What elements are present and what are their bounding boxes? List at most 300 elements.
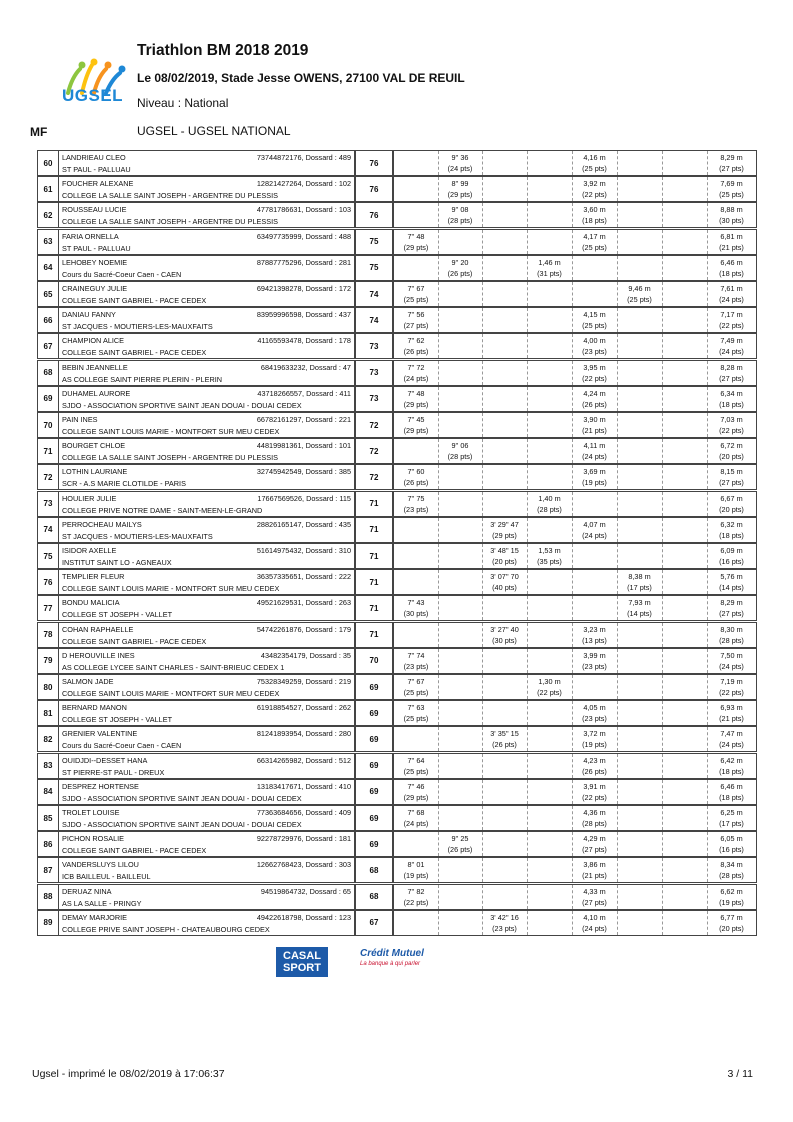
athlete-cell xyxy=(58,622,355,648)
rank-cell: 74 xyxy=(37,517,59,543)
event-mark: 6,93 m xyxy=(720,703,743,713)
event-mark: 7,69 m xyxy=(720,179,743,189)
event-result xyxy=(527,806,573,830)
table-row xyxy=(37,910,757,936)
rank-cell: 75 xyxy=(37,543,59,569)
athlete-name: DUHAMEL AURORE xyxy=(62,388,131,398)
event-result xyxy=(707,308,756,332)
athlete-name: DANIAU FANNY xyxy=(62,310,116,320)
event-result xyxy=(527,858,573,882)
event-points: (30 pts) xyxy=(492,635,517,645)
event-points: (29 pts) xyxy=(492,530,517,540)
table-row xyxy=(37,569,757,595)
table-row xyxy=(37,595,757,621)
event-points: (30 pts) xyxy=(403,609,429,619)
event-mark: 4,05 m xyxy=(583,703,606,713)
athlete-name: BOURGET CHLOE xyxy=(62,441,126,451)
event-result xyxy=(572,780,618,804)
athlete-cell xyxy=(58,333,355,359)
event-mark: 6,62 m xyxy=(720,886,743,896)
event-points: (26 pts) xyxy=(447,845,473,855)
event-points: (27 pts) xyxy=(719,478,744,488)
event-result xyxy=(527,675,573,699)
event-points: (22 pts) xyxy=(537,688,562,697)
event-points: (24 pts) xyxy=(719,295,744,304)
event-mark: 7'' 48 xyxy=(407,231,425,241)
total-points: 69 xyxy=(355,831,393,857)
event-result xyxy=(438,701,483,725)
event-result xyxy=(707,701,756,725)
event-mark: 7'' 48 xyxy=(407,388,425,398)
athlete-school: SCR - A.S MARIE CLOTILDE - PARIS xyxy=(62,479,186,489)
performances-cell xyxy=(393,674,757,700)
event-points: (28 pts) xyxy=(719,635,744,645)
event-mark: 9'' 20 xyxy=(451,257,469,267)
event-mark: 6,77 m xyxy=(720,912,743,922)
table-row xyxy=(37,831,757,857)
event-result xyxy=(662,361,708,385)
event-result xyxy=(662,806,708,830)
rank-cell: 73 xyxy=(37,491,59,517)
event-points: (18 pts) xyxy=(719,399,744,409)
athlete-cell xyxy=(58,386,355,412)
credit-mutuel-tagline: La banque à qui parler xyxy=(360,961,421,967)
event-mark: 8'' 99 xyxy=(451,179,469,189)
table-row xyxy=(37,491,757,517)
event-points: (23 pts) xyxy=(582,347,607,357)
rank-cell: 86 xyxy=(37,831,59,857)
event-mark: 7,50 m xyxy=(720,650,743,660)
event-result xyxy=(617,570,663,594)
athlete-cell xyxy=(58,229,355,255)
event-mark: 8'' 01 xyxy=(407,860,425,870)
event-mark: 9,46 m xyxy=(628,284,651,293)
table-row xyxy=(37,857,757,883)
performances-cell xyxy=(393,753,757,779)
athlete-license-dossard: 47781786631, Dossard : 103 xyxy=(256,205,351,215)
performances-cell xyxy=(393,884,757,910)
athlete-license-dossard: 81241893954, Dossard : 280 xyxy=(256,729,351,739)
event-result xyxy=(572,596,618,620)
event-result xyxy=(662,203,708,227)
event-points: (24 pts) xyxy=(582,530,607,540)
event-result xyxy=(482,177,528,201)
event-result xyxy=(617,675,663,699)
performances-cell xyxy=(393,360,757,386)
athlete-cell xyxy=(58,910,355,936)
rank-cell: 84 xyxy=(37,779,59,805)
event-result xyxy=(482,203,528,227)
event-result xyxy=(482,230,528,254)
athlete-license-dossard: 66782161297, Dossard : 221 xyxy=(256,415,351,424)
event-result xyxy=(527,203,573,227)
event-result xyxy=(572,806,618,830)
event-result xyxy=(482,623,528,647)
event-result xyxy=(617,151,663,175)
event-points: (24 pts) xyxy=(719,740,744,750)
event-result xyxy=(707,806,756,830)
event-mark: 1,53 m xyxy=(538,546,561,555)
rank-cell: 77 xyxy=(37,595,59,621)
event-points: (25 pts) xyxy=(582,321,607,331)
event-mark: 8,29 m xyxy=(720,153,743,162)
event-points: (22 pts) xyxy=(582,792,607,802)
event-result xyxy=(572,334,618,358)
athlete-school: COLLEGE SAINT LOUIS MARIE - MONTFORT SUR MEU CEDEX xyxy=(62,689,280,698)
event-mark: 7'' 67 xyxy=(407,677,425,686)
event-result xyxy=(617,911,663,935)
athlete-school: ST JACQUES - MOUTIERS-LES-MAUXFAITS xyxy=(62,322,213,332)
event-result xyxy=(482,727,528,751)
athlete-school: COLLEGE SAINT LOUIS MARIE - MONTFORT SUR MEU CEDEX xyxy=(62,427,280,436)
event-result xyxy=(394,596,439,620)
event-result xyxy=(438,885,483,909)
performances-cell xyxy=(393,543,757,569)
event-result xyxy=(394,727,439,751)
athlete-name: GRENIER VALENTINE xyxy=(62,729,138,739)
event-result xyxy=(394,885,439,909)
event-points: (27 pts) xyxy=(719,609,744,619)
event-mark: 4,17 m xyxy=(583,231,606,241)
event-result xyxy=(662,570,708,594)
event-points: (18 pts) xyxy=(582,216,607,226)
event-mark: 7'' 74 xyxy=(407,650,425,660)
event-result xyxy=(617,754,663,778)
table-row xyxy=(37,333,757,359)
total-points: 75 xyxy=(355,255,393,281)
casal-logo-line1: CASAL xyxy=(283,950,321,962)
event-points: (24 pts) xyxy=(582,452,607,462)
event-result xyxy=(482,832,528,856)
event-points: (22 pts) xyxy=(719,688,744,697)
event-points: (22 pts) xyxy=(582,190,607,200)
event-result xyxy=(662,230,708,254)
event-result xyxy=(617,334,663,358)
event-result xyxy=(662,439,708,463)
event-result xyxy=(572,413,618,437)
event-result xyxy=(527,885,573,909)
event-points: (24 pts) xyxy=(403,373,429,383)
event-mark: 7,03 m xyxy=(720,415,743,424)
event-mark: 3,86 m xyxy=(583,860,606,870)
total-points: 76 xyxy=(355,176,393,202)
athlete-school: COLLEGE PRIVE NOTRE DAME - SAINT-MEEN-LE-GRAND xyxy=(62,505,263,515)
athlete-name: DEMAY MARJORIE xyxy=(62,912,128,922)
event-result xyxy=(662,858,708,882)
event-mark: 1,40 m xyxy=(538,493,561,503)
event-result xyxy=(617,701,663,725)
event-result xyxy=(662,518,708,542)
event-result xyxy=(662,177,708,201)
event-mark: 6,46 m xyxy=(720,781,743,791)
event-points: (18 pts) xyxy=(719,268,744,278)
event-result xyxy=(482,334,528,358)
event-result xyxy=(662,780,708,804)
event-mark: 7'' 64 xyxy=(407,755,425,765)
event-points: (19 pts) xyxy=(719,897,744,907)
event-result xyxy=(707,518,756,542)
event-mark: 7,61 m xyxy=(720,284,743,293)
total-points: 67 xyxy=(355,910,393,936)
athlete-cell xyxy=(58,753,355,779)
event-result xyxy=(707,492,756,516)
total-points: 73 xyxy=(355,333,393,359)
event-mark: 3,72 m xyxy=(583,729,606,739)
event-points: (24 pts) xyxy=(403,819,429,828)
event-result xyxy=(707,439,756,463)
event-result xyxy=(662,544,708,568)
total-points: 69 xyxy=(355,726,393,752)
event-result xyxy=(394,282,439,306)
event-points: (22 pts) xyxy=(719,321,744,331)
rank-cell: 68 xyxy=(37,360,59,386)
event-result xyxy=(482,885,528,909)
performances-cell xyxy=(393,333,757,359)
event-result xyxy=(572,439,618,463)
event-result xyxy=(617,413,663,437)
athlete-school: COLLEGE PRIVE SAINT JOSEPH - CHATEAUBOURG CEDEX xyxy=(62,924,270,934)
event-result xyxy=(438,439,483,463)
event-points: (23 pts) xyxy=(403,661,429,671)
event-mark: 7,49 m xyxy=(720,336,743,346)
event-result xyxy=(438,806,483,830)
total-points: 70 xyxy=(355,648,393,674)
event-mark: 7'' 82 xyxy=(407,886,425,896)
event-result xyxy=(482,256,528,280)
event-mark: 3' 07'' 70 xyxy=(490,572,519,582)
athlete-license-dossard: 66314265982, Dossard : 512 xyxy=(256,755,351,765)
event-points: (19 pts) xyxy=(582,740,607,750)
event-mark: 1,46 m xyxy=(538,257,561,267)
total-points: 74 xyxy=(355,281,393,307)
athlete-cell xyxy=(58,464,355,490)
rank-cell: 81 xyxy=(37,700,59,726)
event-result xyxy=(527,518,573,542)
athlete-license-dossard: 92278729976, Dossard : 181 xyxy=(256,834,351,844)
event-result xyxy=(617,492,663,516)
event-points: (29 pts) xyxy=(403,399,429,409)
event-result xyxy=(707,885,756,909)
performances-cell xyxy=(393,595,757,621)
rank-cell: 61 xyxy=(37,176,59,202)
event-mark: 7'' 63 xyxy=(407,703,425,713)
event-result xyxy=(662,151,708,175)
athlete-school: AS COLLEGE SAINT PIERRE PLERIN - PLERIN xyxy=(62,374,223,384)
table-row xyxy=(37,281,757,307)
event-points: (26 pts) xyxy=(447,268,473,278)
ugsel-logo-text: UGSEL xyxy=(62,86,124,105)
event-points: (17 pts) xyxy=(719,819,744,828)
event-result xyxy=(662,649,708,673)
athlete-school: COLLEGE LA SALLE SAINT JOSEPH - ARGENTRE DU PLESSIS xyxy=(62,191,279,201)
athlete-name: FARIA ORNELLA xyxy=(62,231,119,241)
event-result xyxy=(438,413,483,437)
event-result xyxy=(527,151,573,175)
event-result xyxy=(482,570,528,594)
event-result xyxy=(572,230,618,254)
event-mark: 7'' 75 xyxy=(407,493,425,503)
event-result xyxy=(482,387,528,411)
event-result xyxy=(438,334,483,358)
athlete-cell xyxy=(58,543,355,569)
event-result xyxy=(438,492,483,516)
rank-cell: 63 xyxy=(37,229,59,255)
event-points: (29 pts) xyxy=(403,426,429,435)
event-mark: 8,15 m xyxy=(720,467,743,477)
event-points: (14 pts) xyxy=(627,609,652,619)
event-mark: 9'' 25 xyxy=(451,834,469,844)
event-result xyxy=(572,623,618,647)
event-points: (19 pts) xyxy=(403,871,429,881)
event-result xyxy=(394,308,439,332)
table-row xyxy=(37,412,757,438)
credit-mutuel-name: Crédit Mutuel xyxy=(360,948,424,959)
athlete-cell xyxy=(58,150,355,176)
athlete-cell xyxy=(58,726,355,752)
event-result xyxy=(438,177,483,201)
event-result xyxy=(572,675,618,699)
athlete-cell xyxy=(58,595,355,621)
event-result xyxy=(572,308,618,332)
table-row xyxy=(37,307,757,333)
total-points: 68 xyxy=(355,884,393,910)
event-mark: 4,23 m xyxy=(583,755,606,765)
total-points: 71 xyxy=(355,543,393,569)
event-result xyxy=(527,256,573,280)
rank-cell: 85 xyxy=(37,805,59,831)
event-result xyxy=(617,177,663,201)
event-result xyxy=(394,518,439,542)
event-result xyxy=(617,518,663,542)
event-result xyxy=(438,754,483,778)
event-mark: 7'' 56 xyxy=(407,310,425,320)
event-result xyxy=(482,151,528,175)
event-result xyxy=(482,596,528,620)
event-result xyxy=(438,649,483,673)
event-result xyxy=(527,177,573,201)
event-result xyxy=(482,649,528,673)
event-result xyxy=(438,518,483,542)
athlete-school: Cours du Sacré-Coeur Caen - CAEN xyxy=(62,269,182,279)
event-result xyxy=(438,387,483,411)
event-points: (26 pts) xyxy=(582,766,607,776)
event-points: (22 pts) xyxy=(582,373,607,383)
event-result xyxy=(394,675,439,699)
athlete-license-dossard: 68419633232, Dossard : 47 xyxy=(260,362,351,372)
category-label: MF xyxy=(30,125,48,139)
athlete-license-dossard: 12821427264, Dossard : 102 xyxy=(256,179,351,189)
athlete-cell xyxy=(58,805,355,831)
table-row xyxy=(37,753,757,779)
event-result xyxy=(394,649,439,673)
event-result xyxy=(482,675,528,699)
athlete-name: DESPREZ HORTENSE xyxy=(62,781,139,791)
event-points: (23 pts) xyxy=(582,661,607,671)
event-result xyxy=(438,465,483,489)
athlete-name: BEBIN JEANNELLE xyxy=(62,362,128,372)
event-points: (26 pts) xyxy=(582,399,607,409)
event-points: (25 pts) xyxy=(403,295,429,304)
event-result xyxy=(438,570,483,594)
table-row xyxy=(37,700,757,726)
event-result xyxy=(617,361,663,385)
event-result xyxy=(394,387,439,411)
event-result xyxy=(707,596,756,620)
event-mark: 6,46 m xyxy=(720,257,743,267)
athlete-cell xyxy=(58,569,355,595)
event-result xyxy=(707,177,756,201)
event-mark: 6,05 m xyxy=(720,834,743,844)
event-result xyxy=(572,570,618,594)
performances-cell xyxy=(393,281,757,307)
athlete-cell xyxy=(58,255,355,281)
event-result xyxy=(662,282,708,306)
event-result xyxy=(707,675,756,699)
event-points: (27 pts) xyxy=(719,164,744,173)
event-mark: 7'' 68 xyxy=(407,808,425,817)
athlete-license-dossard: 77363684656, Dossard : 409 xyxy=(256,808,351,817)
athlete-school: ST PAUL - PALLUAU xyxy=(62,243,131,253)
athlete-license-dossard: 54742261876, Dossard : 179 xyxy=(256,624,351,634)
event-points: (24 pts) xyxy=(582,923,607,933)
event-mark: 4,16 m xyxy=(583,153,606,162)
event-mark: 7,47 m xyxy=(720,729,743,739)
event-result xyxy=(617,544,663,568)
event-points: (25 pts) xyxy=(403,766,429,776)
rank-cell: 88 xyxy=(37,884,59,910)
event-points: (21 pts) xyxy=(582,871,607,881)
total-points: 71 xyxy=(355,595,393,621)
event-points: (30 pts) xyxy=(719,216,744,226)
event-result xyxy=(662,387,708,411)
event-result xyxy=(394,806,439,830)
performances-cell xyxy=(393,700,757,726)
event-points: (14 pts) xyxy=(719,583,744,593)
athlete-school: INSTITUT SAINT LO - AGNEAUX xyxy=(62,558,172,567)
athlete-school: COLLEGE LA SALLE SAINT JOSEPH - ARGENTRE DU PLESSIS xyxy=(62,453,279,463)
event-result xyxy=(572,465,618,489)
event-points: (21 pts) xyxy=(719,714,744,724)
rank-cell: 62 xyxy=(37,202,59,228)
athlete-license-dossard: 83959996598, Dossard : 437 xyxy=(256,310,351,320)
table-row xyxy=(37,386,757,412)
event-result xyxy=(438,780,483,804)
event-points: (24 pts) xyxy=(719,661,744,671)
event-result xyxy=(482,806,528,830)
event-mark: 7'' 67 xyxy=(407,284,425,293)
event-result xyxy=(572,701,618,725)
total-points: 69 xyxy=(355,805,393,831)
event-result xyxy=(707,465,756,489)
event-mark: 3' 42'' 16 xyxy=(490,912,519,922)
event-mark: 6,32 m xyxy=(720,519,743,529)
performances-cell xyxy=(393,805,757,831)
event-result xyxy=(617,885,663,909)
total-points: 73 xyxy=(355,386,393,412)
event-result xyxy=(707,282,756,306)
event-mark: 3,92 m xyxy=(583,179,606,189)
event-result xyxy=(527,308,573,332)
event-points: (25 pts) xyxy=(403,714,429,724)
performances-cell xyxy=(393,569,757,595)
performances-cell xyxy=(393,779,757,805)
event-mark: 5,76 m xyxy=(720,572,743,582)
rank-cell: 71 xyxy=(37,438,59,464)
athlete-name: TROLET LOUISE xyxy=(62,808,120,817)
event-result xyxy=(617,387,663,411)
event-points: (26 pts) xyxy=(403,478,429,488)
athlete-license-dossard: 43718266557, Dossard : 411 xyxy=(257,388,351,398)
